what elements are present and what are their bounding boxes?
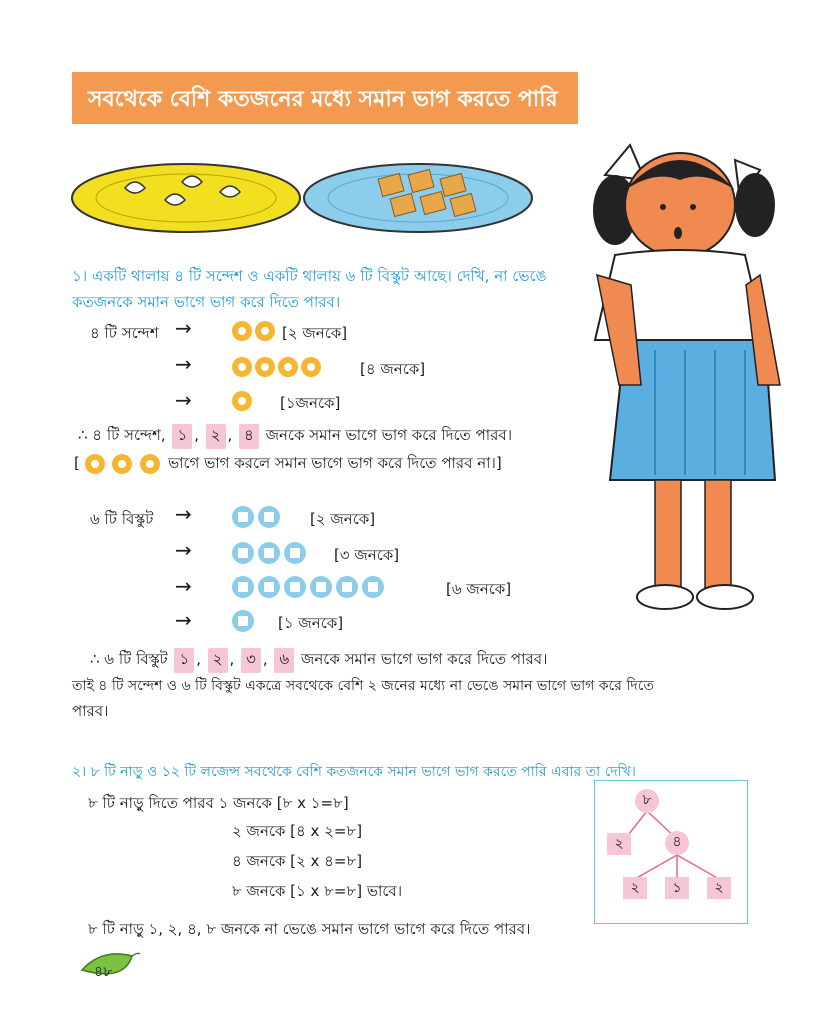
sandesh-1-group: [232, 390, 255, 411]
divisor-badge: ১: [174, 648, 194, 673]
q2-conclusion: ৮ টি নাড়ু ১, ২, ৪, ৮ জনকে না ভেঙে সমান ভাগে ভাগে করে দিতে পারব।: [88, 920, 531, 938]
sandesh-icon: [140, 454, 160, 474]
biscuit-icon: [362, 576, 384, 598]
sandesh-4-group: [232, 356, 324, 377]
sandesh-row-1-label: [২ জনকে]: [282, 324, 348, 342]
q2-row2: ২ জনকে [৪ x ২=৮]: [232, 822, 363, 840]
q2-row1: ৮ টি নাড়ু দিতে পারব ১ জনকে [৮ x ১=৮]: [88, 794, 349, 812]
girl-illustration: [585, 135, 785, 615]
sandesh-icon: [85, 454, 105, 474]
biscuit-icon: [232, 542, 254, 564]
tree-node: ১: [665, 877, 689, 899]
arrow-icon: →: [175, 352, 192, 376]
biscuit-6-group: [232, 576, 388, 598]
q1-line1: ১। একটি থালায় ৪ টি সন্দেশ ও একটি থালায় ৬ টি বিস্কুট আছে। দেখি, না ভেঙে: [72, 267, 547, 285]
tree-node: ২: [623, 877, 647, 899]
summary-line2: পারব।: [72, 702, 109, 720]
biscuit-icon: [258, 576, 280, 598]
divisor-badge: ৩: [241, 648, 261, 673]
sandesh-2-group: [232, 320, 278, 341]
biscuit-1-group: [232, 610, 258, 632]
arrow-icon: →: [175, 538, 192, 562]
sandesh-conclusion: ∴ ৪ টি সন্দেশ, ১ , ২ , ৪ জনকে সমান ভাগে ভাগ করে দিতে পারব।: [78, 424, 512, 449]
divisor-badge: ২: [206, 424, 226, 449]
divisor-badge: ৬: [274, 648, 294, 673]
arrow-icon: →: [175, 574, 192, 598]
q2-row4: ৮ জনকে [১ x ৮=৮] ভাবে।: [232, 882, 403, 900]
sandesh-icon: [255, 357, 275, 377]
page-title: সবথেকে বেশি কতজনের মধ্যে সমান ভাগ করতে পারি: [88, 87, 558, 112]
arrow-icon: →: [175, 608, 192, 632]
biscuit-row-1-label: [২ জনকে]: [310, 510, 376, 528]
sandesh-icon: [232, 357, 252, 377]
summary-line1: তাই ৪ টি সন্দেশ ও ৬ টি বিস্কুট একত্রে সবথেকে বেশি ২ জনের মধ্যে না ভেঙে সমান ভাগে ভাগ করে দিতে: [72, 678, 654, 694]
biscuit-icon: [232, 576, 254, 598]
divisor-badge: ২: [208, 648, 228, 673]
sandesh-note: [ ভাগে ভাগ করলে সমান ভাগে ভাগ করে দিতে পারব না।]: [74, 454, 502, 472]
arrow-icon: →: [175, 388, 192, 412]
biscuit-icon: [284, 542, 306, 564]
sandesh-label: ৪ টি সন্দেশ: [90, 324, 159, 342]
factor-tree: [594, 780, 748, 924]
biscuit-3-group: [232, 542, 310, 564]
biscuit-icon: [284, 576, 306, 598]
biscuit-conclusion: ∴ ৬ টি বিস্কুট ১ , ২ , ৩ , ৬ জনকে সমান ভাগে ভাগ করে দিতে পারব।: [90, 648, 547, 673]
sandesh-icon: [278, 357, 298, 377]
sandesh-icon: [301, 357, 321, 377]
biscuit-icon: [232, 506, 254, 528]
arrow-icon: →: [175, 502, 192, 526]
sandesh-icon: [232, 321, 252, 341]
sandesh-row-2-label: [৪ জনকে]: [360, 360, 426, 378]
biscuit-icon: [258, 506, 280, 528]
biscuit-icon: [336, 576, 358, 598]
tree-node: ৪: [665, 831, 689, 855]
biscuit-label: ৬ টি বিস্কুট: [90, 510, 154, 528]
tree-node: ২: [707, 877, 731, 899]
sandesh-icon: [232, 391, 252, 411]
biscuit-2-group: [232, 506, 284, 528]
biscuit-icon: [258, 542, 280, 564]
biscuit-icon: [310, 576, 332, 598]
biscuit-icon: [232, 610, 254, 632]
sandesh-icon: [255, 321, 275, 341]
tree-node: ২: [607, 833, 631, 855]
sandesh-row-3-label: [১জনকে]: [280, 394, 341, 412]
biscuit-row-2-label: [৩ জনকে]: [334, 546, 400, 564]
arrow-icon: →: [175, 316, 192, 340]
page-number: ৪৮: [94, 964, 113, 980]
biscuit-row-4-label: [১ জনকে]: [278, 614, 344, 632]
q2-row3: ৪ জনকে [২ x ৪=৮]: [232, 852, 363, 870]
divisor-badge: ১: [172, 424, 192, 449]
biscuit-row-3-label: [৬ জনকে]: [446, 580, 512, 598]
sandesh-icon: [112, 454, 132, 474]
q2-heading: ২। ৮ টি নাড়ু ও ১২ টি লজেন্স সবথেকে বেশি কতজনকে সমান ভাগে ভাগ করতে পারি এবার তা দেখি।: [72, 764, 636, 780]
q1-line2: কতজনকে সমান ভাগে ভাগ করে দিতে পারব।: [72, 293, 341, 311]
plates-illustration: [70, 160, 540, 240]
tree-node-root: ৮: [635, 789, 659, 813]
divisor-badge: ৪: [239, 424, 259, 449]
